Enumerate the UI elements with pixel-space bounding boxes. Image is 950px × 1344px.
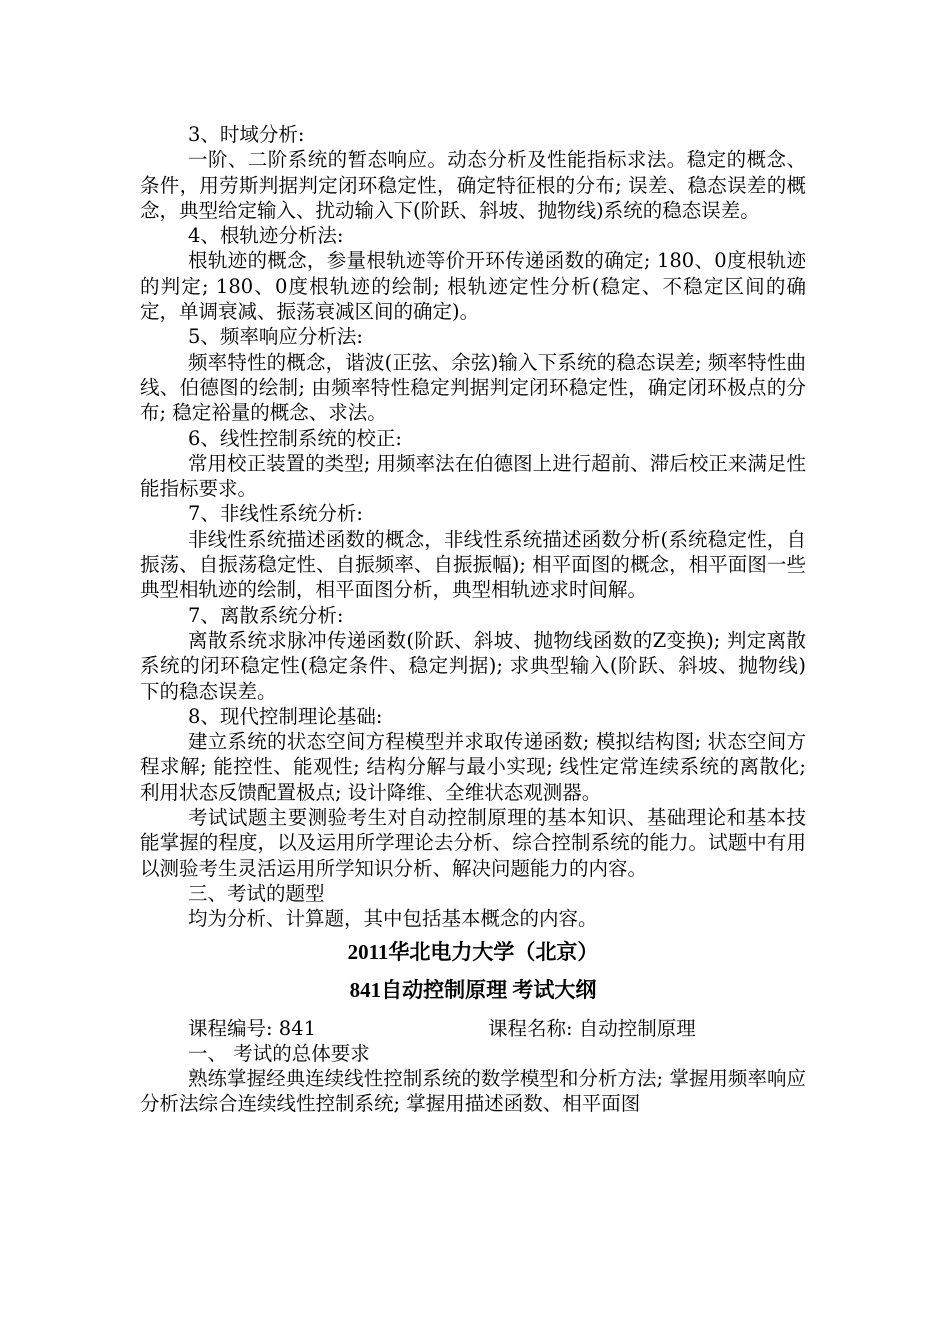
- paragraph-question-types: 均为分析、计算题，其中包括基本概念的内容。: [188, 907, 598, 931]
- document-subtitle: 841自动控制原理 考试大纲: [349, 977, 597, 1002]
- section-heading-time-domain: 3、时域分析:: [188, 123, 305, 146]
- section-heading-root-locus: 4、根轨迹分析法:: [188, 224, 344, 248]
- course-code: 课程编号: 841: [188, 1016, 316, 1040]
- section-heading-frequency-response: 5、频率响应分析法:: [188, 325, 363, 349]
- document-title: 2011华北电力大学（北京）: [347, 939, 599, 964]
- section-heading-discrete: 7、离散系统分析:: [188, 603, 344, 627]
- course-name: 课程名称: 自动控制原理: [488, 1016, 696, 1040]
- course-info-row: [140, 1016, 806, 1041]
- paragraph-root-locus: 根轨迹的概念，参量根轨迹等价开环传递函数的确定; 180、0度根轨迹的判定; 180、0度根轨迹的绘制; 根轨迹定性分析(稳定、不稳定区间的确定，单调衰减、振荡衰减区间的确定)。: [140, 249, 806, 324]
- section-heading-correction: 6、线性控制系统的校正:: [188, 426, 402, 450]
- document-page: [140, 122, 806, 1117]
- paragraph-modern-control: 建立系统的状态空间方程模型并求取传递函数; 模拟结构图; 状态空间方程求解; 能控性、能观性; 结构分解与最小实现; 线性定常连续系统的离散化; 利用状态反馈配置极点; 设计降维、全维状态观测器。: [140, 730, 806, 804]
- paragraph-general-requirements: 熟练掌握经典连续线性控制系统的数学模型和分析方法; 掌握用频率响应分析法综合连续线性控制系统; 掌握用描述函数、相平面图: [140, 1067, 806, 1116]
- section-heading-modern-control: 8、现代控制理论基础:: [188, 704, 383, 728]
- section-heading-general-requirements: 一、 考试的总体要求: [188, 1041, 370, 1065]
- section-heading-question-types: 三、考试的题型: [188, 881, 325, 905]
- paragraph-exam-content: 考试试题主要测验考生对自动控制原理的基本知识、基础理论和基本技能掌握的程度，以及运用所学理论去分析、综合控制系统的能力。试题中有用以测验考生灵活运用所学知识分析、解决问题能力的内容。: [140, 806, 806, 880]
- paragraph-nonlinear: 非线性系统描述函数的概念，非线性系统描述函数分析(系统稳定性，自振荡、自振荡稳定性、自振频率、自振振幅); 相平面图的概念，相平面图一些典型相轨迹的绘制，相平面图分析，典型相轨迹求时间解。: [140, 527, 806, 602]
- paragraph-frequency-response: 频率特性的概念，谐波(正弦、余弦)输入下系统的稳态误差; 频率特性曲线、伯德图的绘制; 由频率特性稳定判据判定闭环稳定性，确定闭环极点的分布; 稳定裕量的概念、求法。: [140, 350, 806, 425]
- paragraph-correction: 常用校正装置的类型; 用频率法在伯德图上进行超前、滞后校正来满足性能指标要求。: [140, 451, 806, 501]
- paragraph-time-domain: 一阶、二阶系统的暂态响应。动态分析及性能指标求法。稳定的概念、条件，用劳斯判据判定闭环稳定性，确定特征根的分布; 误差、稳态误差的概念，典型给定输入、扰动输入下(阶跃、斜坡、抛物线)系统的稳态误差。: [140, 148, 806, 222]
- paragraph-discrete: 离散系统求脉冲传递函数(阶跃、斜坡、抛物线函数的Z变换); 判定离散系统的闭环稳定性(稳定条件、稳定判据); 求典型输入(阶跃、斜坡、抛物线)下的稳态误差。: [140, 628, 806, 703]
- section-heading-nonlinear: 7、非线性系统分析:: [188, 502, 363, 526]
